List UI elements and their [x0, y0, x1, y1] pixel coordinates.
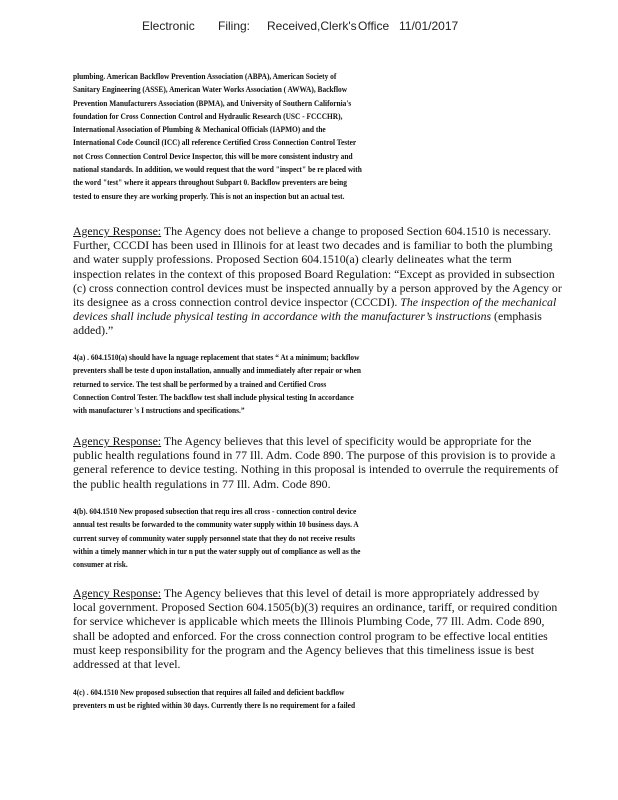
comment-line: Sanitary Engineering (ASSE), American Water Works Association ( AWWA), Backflow: [73, 84, 348, 95]
comment-line: preventers m ust be righted within 30 days. Currently there Is no requirement for a failed: [73, 700, 356, 711]
response-italic-quote: The inspection of the mechanical devices shall include physical testing in accordance with the manufacturer’s instructions: [73, 295, 557, 324]
header-office: Office: [358, 19, 390, 33]
comment-line: Prevention Manufacturers Association (BPMA), and University of Southern California's: [73, 97, 352, 108]
response-text: The Agency does not believe a change to proposed Section 604.1510 is necessary. Further, CCCDI has been used in Illinois for at least two decades and is familiar to both the plumbing and water supply professions. Proposed Section 604.1510(a) clearly delineates what the term inspection relates in the context of this proposed Board Regulation: “Except as provided in subsection (c) cross connection control devices must be inspected annually by a person approved by the Agency or its designee as a cross connection control device inspector (CCCDI).: [73, 224, 562, 310]
comment-line: International Code Council (ICC) all reference Certified Cross Connection Control Tester: [73, 137, 357, 148]
response-label: Agency Response:: [73, 224, 162, 238]
response-tail: (emphasis added).”: [73, 309, 542, 338]
comment-line: Connection Control Tester. The backflow test shall include physical testing In accordance: [73, 391, 354, 402]
comment-line: within a timely manner which in tur n put the water supply out of compliance as well as the: [73, 545, 361, 556]
response-text: The Agency believes that this level of specificity would be appropriate for the public health regulations found in 77 Ill. Adm. Code 890. The purpose of this provision is to provide a general reference to device testing. Nothing in this proposal is intended to overrule the requirements of the public health regulations in 77 Ill. Adm. Code 890.: [73, 434, 559, 491]
comment-line: with manufacturer 's I nstructions and specifications.”: [73, 405, 245, 416]
comment-block-4c: [73, 686, 542, 713]
comment-line: consumer at risk.: [73, 559, 128, 570]
agency-response-2: [73, 434, 563, 491]
comment-line: returned to service. The test shall be performed by a trained and Certified Cross: [73, 378, 327, 389]
comment-line: foundation for Cross Connection Control and Hydraulic Research (USC - FCCCHR),: [73, 110, 343, 121]
response-label: Agency Response:: [73, 434, 162, 448]
comment-line: current survey of community water supply personnel state that they do not receive results: [73, 532, 356, 543]
comment-line: not Cross Connection Control Device Inspector, this will be more consistent industry and: [73, 150, 353, 161]
comment-line: the word "test" where it appears throughout Subpart 0. Backflow preventers are being: [73, 177, 347, 188]
header-electronic: Electronic: [142, 19, 195, 33]
header-received: Received,Clerk's: [267, 19, 357, 33]
comment-line: annual test results be forwarded to the community water supply within 10 business days. A: [73, 519, 359, 530]
comment-line: 4(c) . 604.1510 New proposed subsection that requires all failed and deficient backflow: [73, 687, 345, 697]
header-filing: Filing:: [218, 19, 251, 33]
comment-line: International Association of Plumbing & Mechanical Officials (IAPMO) and the: [73, 124, 326, 135]
comment-line: tested to ensure they are working properly. This is not an inspection but an actual test.: [73, 190, 345, 201]
comment-line: preventers shall be teste d upon installation, annually and immediately after repair or when: [73, 365, 361, 376]
agency-response-1: [73, 224, 563, 338]
comment-block-top: [73, 70, 542, 203]
header-date: 11/01/2017: [399, 19, 459, 33]
comment-line: 4(a) . 604.1510(a) should have la nguage replacement that states “ At a minimum; backflow: [73, 352, 360, 362]
response-label: Agency Response:: [73, 586, 162, 600]
comment-line: national standards. In addition, we would request that the word "inspect" be re placed with: [73, 164, 362, 175]
comment-block-4a: [73, 351, 542, 417]
comment-line: plumbing. American Backflow Prevention Association (ABPA), American Society of: [73, 71, 337, 81]
agency-response-3: [73, 586, 563, 671]
response-text: The Agency believes that this level of detail is more appropriately addressed by local government. Proposed Section 604.1505(b)(3) requires an ordinance, tariff, or required condition for service whichever is applicable which meets the Illinois Plumbing Code, 77 Ill. Adm. Code 890, shall be adopted and enforced. For the cross connection control program to be effective local entities must keep responsibility for the program and the Agency believes that this timeliness issue is best addressed at that level.: [73, 586, 558, 672]
comment-line: 4(b). 604.1510 New proposed subsection that requ ires all cross - connection control device: [73, 506, 357, 516]
comment-block-4b: [73, 505, 542, 571]
